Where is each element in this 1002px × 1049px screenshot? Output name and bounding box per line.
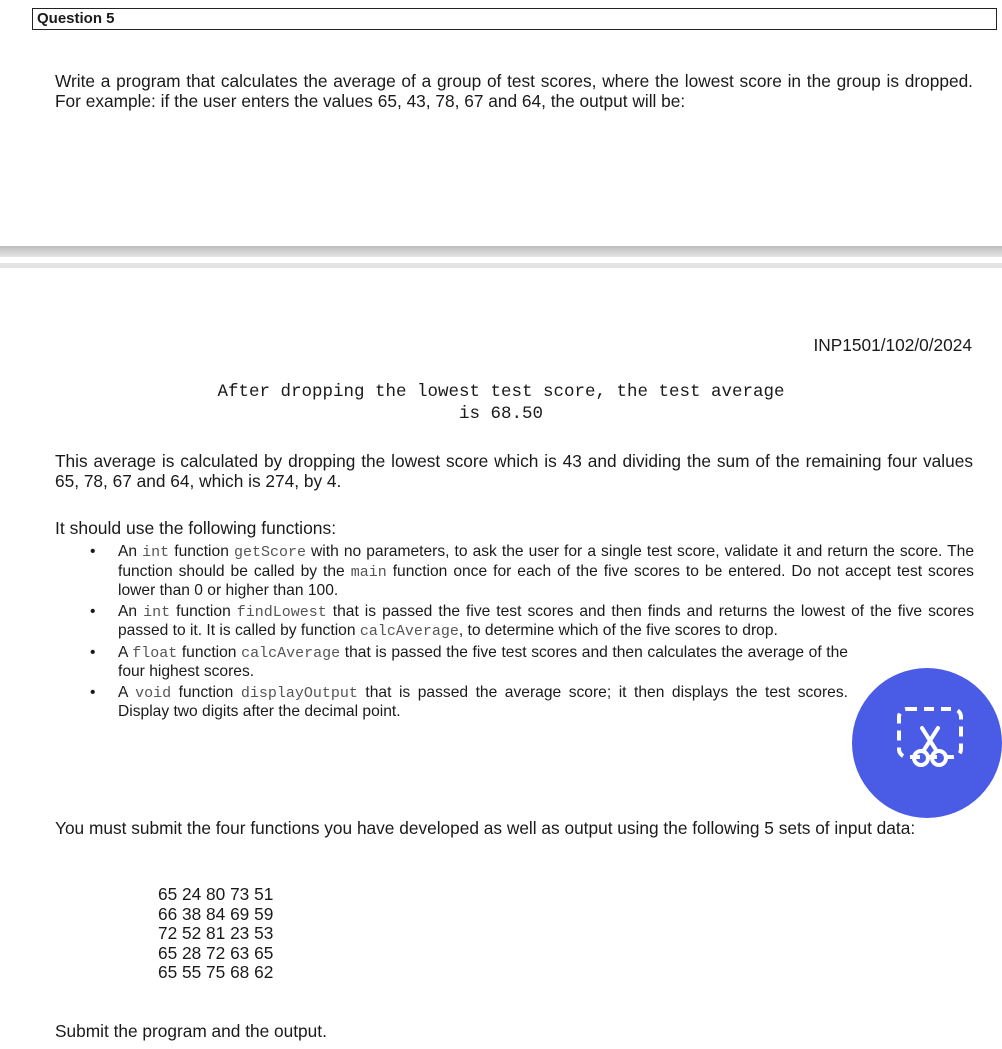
list-item: • A float function calcAverage that is passed the five test scores and then calculates the average of the four highest scores. [118,644,848,682]
reference-code: INP1501/102/0/2024 [813,335,972,355]
submit-paragraph: You must submit the four functions you have developed as well as output using the following 5 sets of input data: [55,818,916,838]
explanation-paragraph: This average is calculated by dropping the lowest score which is 43 and dividing the sum of the remaining four values 65, 78, 67 and 64, which is 274, by 4. [55,451,973,491]
list-item: • An int function findLowest that is passed the five test scores and then finds and returns the lowest of the five scores passed to it. It is called by function calcAverage, to determine which of the five scores to drop. [118,603,974,642]
snip-button[interactable] [852,668,1002,818]
page-break-divider [0,246,1002,257]
input-data-row: 65 28 72 63 65 [158,942,274,963]
question-header-box [32,8,997,30]
input-data-list [158,885,273,983]
intro-paragraph: Write a program that calculates the average of a group of test scores, where the lowest score in the group is dropped. For example: if the user enters the values 65, 43, 78, 67 and 64, the output will be: [55,71,973,111]
sample-output-line-1: After dropping the lowest test score, the test average [217,382,785,402]
sample-output-line-2: is 68.50 [458,404,543,424]
snip-scissors-icon [896,706,964,776]
input-data-row: 65 55 75 68 62 [158,962,274,982]
question-title: Question 5 [37,10,115,27]
input-data-row: 72 52 81 23 53 [158,923,274,943]
input-data-row: 65 24 80 73 51 [158,884,274,904]
page-break-divider-lower [0,263,1002,268]
list-item: • A void function displayOutput that is passed the average score; it then displays the test scores. Display two digits after the decimal point. [118,684,848,722]
functions-list [118,543,974,724]
list-item: • An int function getScore with no parameters, to ask the user for a single test score, validate it and return the score. The function should be called by the main function once for each of the five scores to be entered. Do not accept test scores lower than 0 or higher than 100. [118,543,974,601]
input-data-row: 66 38 84 69 59 [158,903,274,924]
functions-heading: It should use the following functions: [55,518,337,538]
final-instruction: Submit the program and the output. [55,1021,327,1041]
